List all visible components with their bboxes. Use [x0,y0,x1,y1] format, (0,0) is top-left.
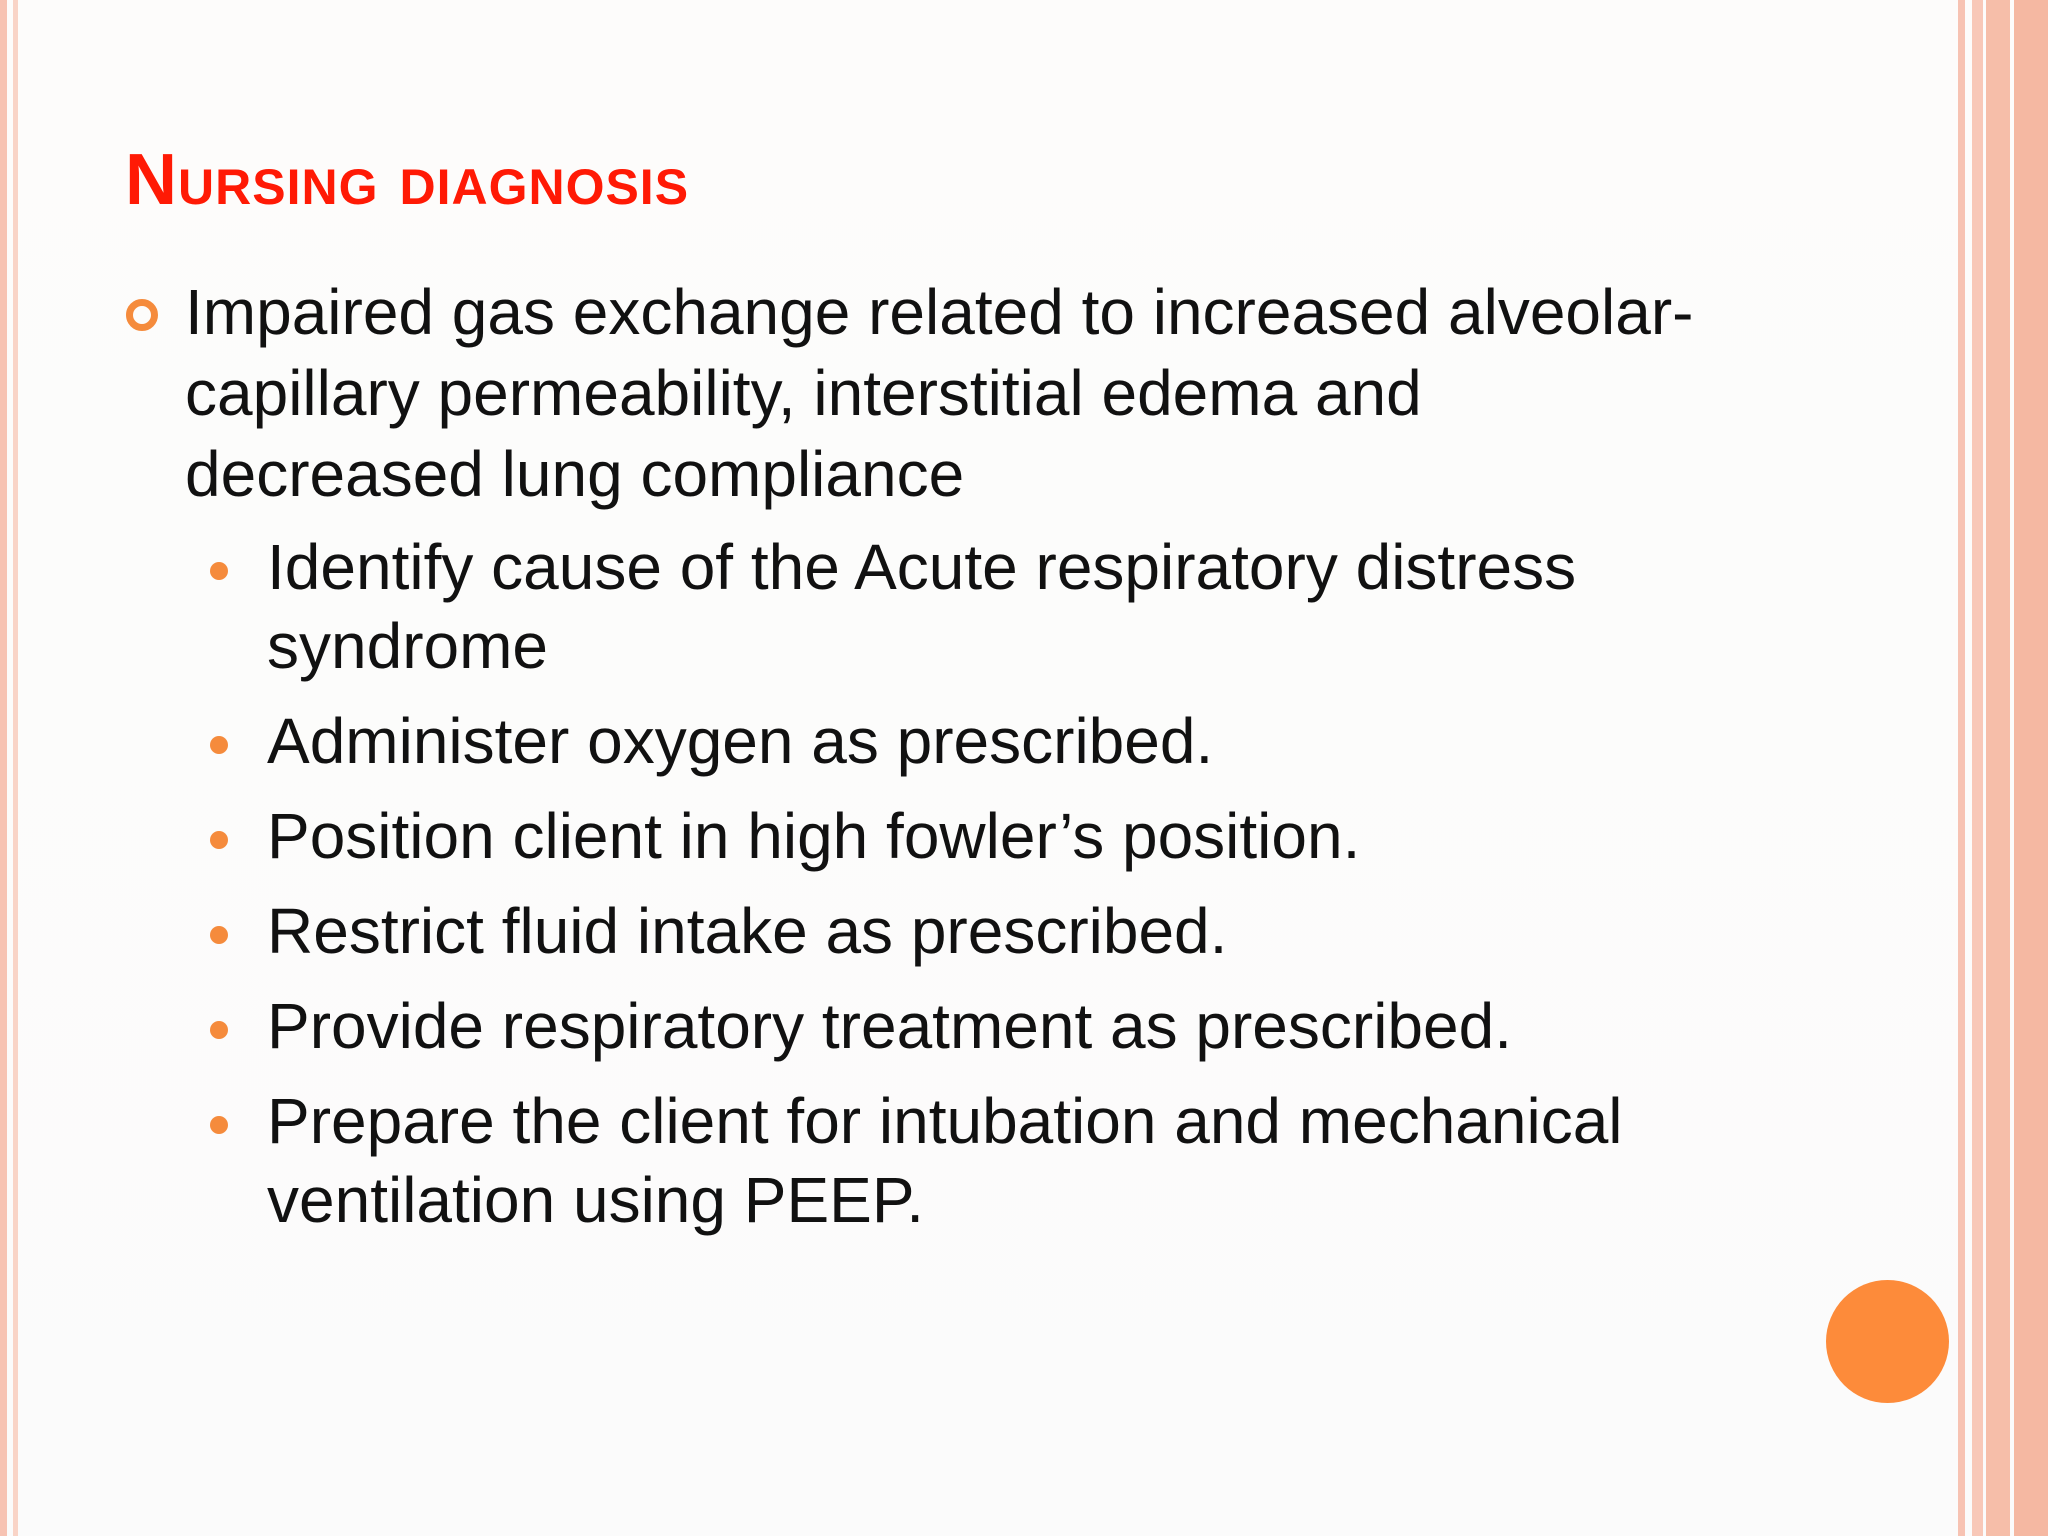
list-item [267,892,1747,971]
list-item [267,528,1747,686]
list-item [267,987,1747,1066]
right-edge-stripe-2 [1972,0,1983,1536]
list-item-text: Position client in high fowler’s position. [267,800,1361,872]
list-item-text: Prepare the client for intubation and mechanical ventilation using PEEP. [267,1085,1623,1236]
dot-bullet-icon [210,1116,228,1134]
slide-title: Nursing diagnosis [125,140,690,220]
list-item-text: Administer oxygen as prescribed. [267,705,1214,777]
dot-bullet-icon [210,736,228,754]
right-edge-stripe-3 [1986,0,2010,1536]
dot-bullet-icon [210,562,228,580]
list-item-text: Restrict fluid intake as prescribed. [267,895,1228,967]
left-edge-stripe-inner [13,0,18,1536]
interventions-list [267,528,1747,1256]
right-edge-stripe-1 [1958,0,1965,1536]
decorative-orange-circle [1826,1280,1949,1403]
dot-bullet-icon [210,831,228,849]
right-edge-stripe-4 [2014,0,2048,1536]
list-item [267,702,1747,781]
list-item [267,797,1747,876]
list-item-text: Identify cause of the Acute respiratory distress syndrome [267,531,1577,682]
dot-bullet-icon [210,926,228,944]
ring-bullet-icon [126,299,158,331]
main-point: Impaired gas exchange related to increased alveolar-capillary permeability, interstitial edema and decreased lung compliance [185,276,1694,510]
left-edge-stripe [0,0,7,1536]
dot-bullet-icon [210,1021,228,1039]
list-item [267,1082,1747,1240]
list-item-text: Provide respiratory treatment as prescribed. [267,990,1512,1062]
